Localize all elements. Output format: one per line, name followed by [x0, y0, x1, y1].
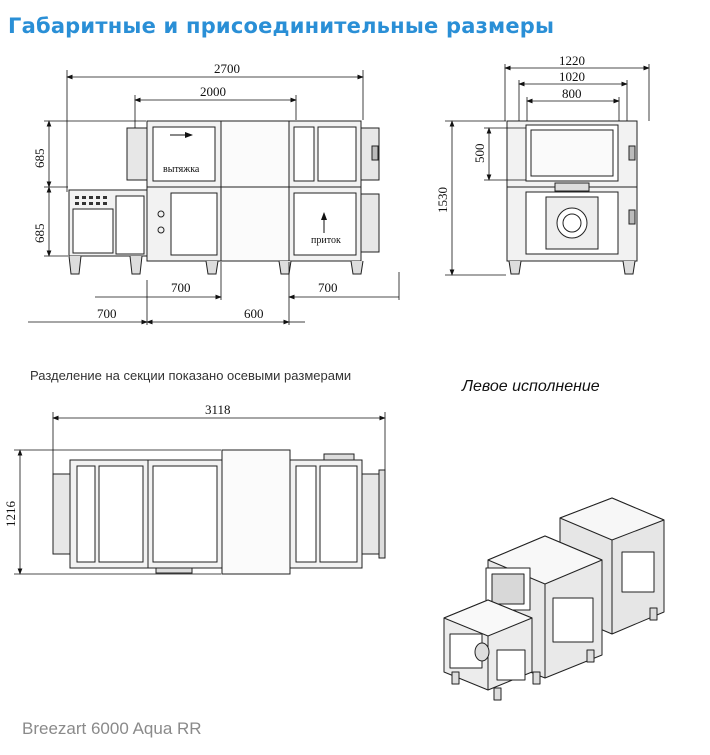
dim-axis-b: 700: [318, 280, 338, 295]
label-supply: приток: [311, 235, 341, 246]
dim-top-width: 1216: [3, 501, 18, 527]
dim-width-3: 800: [562, 86, 582, 101]
dim-height-bottom: 685: [32, 223, 47, 243]
dim-height-duct: 500: [472, 143, 487, 163]
sections-note: Разделение на секции показано осевыми размерами: [30, 368, 352, 383]
top-view: [53, 450, 385, 574]
side-view: [507, 121, 637, 274]
front-duct-left-upper: [127, 128, 148, 180]
dim-axis-d: 600: [244, 306, 264, 321]
dim-overall-length: 2700: [214, 61, 240, 76]
dim-top-length: 3118: [205, 402, 231, 417]
dim-width-1: 1220: [559, 53, 585, 68]
dim-width-2: 1020: [559, 69, 585, 84]
top-heat-exchanger: [222, 450, 290, 574]
label-exhaust: вытяжка: [163, 164, 200, 175]
dim-axis-a: 700: [171, 280, 191, 295]
dim-axis-c: 700: [97, 306, 117, 321]
model-name: Breezart 6000 Aqua RR: [22, 719, 202, 738]
variant-label: Левое исполнение: [462, 378, 600, 395]
front-heat-exchanger: [221, 121, 289, 261]
dim-length-between: 2000: [200, 84, 226, 99]
front-view: [69, 121, 379, 274]
isometric-view: [444, 498, 664, 700]
dim-height-top: 685: [32, 148, 47, 168]
page-title: Габаритные и присоединительные размеры: [8, 14, 555, 38]
dim-height-total: 1530: [435, 187, 450, 213]
